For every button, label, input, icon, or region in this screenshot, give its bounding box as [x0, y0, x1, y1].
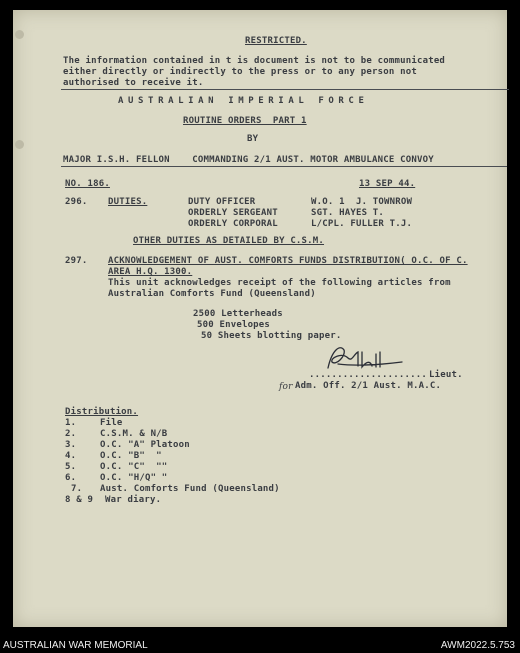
footer-institution: AUSTRALIAN WAR MEMORIAL [3, 640, 148, 651]
dist-n-3: 3. [65, 440, 77, 450]
item-297-body-1: This unit acknowledges receipt of the following articles from [108, 278, 451, 288]
orders-title: ROUTINE ORDERS PART 1 [183, 116, 307, 126]
duty-role-1: DUTY OFFICER [188, 197, 256, 207]
item-296-heading: DUTIES. [108, 197, 148, 207]
footer-reference: AWM2022.5.753 [440, 640, 515, 651]
signature-rank: Lieut. [429, 370, 463, 380]
duty-name-2: SGT. HAYES T. [311, 208, 385, 218]
by-label: BY [247, 134, 259, 144]
item-296-number: 296. [65, 197, 88, 207]
item-297-heading: ACKNOWLEDGEMENT OF AUST. COMFORTS FUNDS DISTRIBUTION( O.C. OF C. [108, 256, 468, 266]
duty-role-2: ORDERLY SERGEANT [188, 208, 278, 218]
handwritten-signature [318, 340, 408, 374]
dist-n-5: 5. [65, 462, 77, 472]
dist-to-4: O.C. "B" " [100, 451, 162, 461]
notice-line-1: The information contained in t is document is not to be communicated [63, 56, 446, 66]
item-297-body-2: Australian Comforts Fund (Queensland) [108, 289, 316, 299]
order-date: 13 SEP 44. [359, 179, 416, 189]
duty-name-3: L/CPL. FULLER T.J. [311, 219, 413, 229]
notice-line-2: either directly or indirectly to the press or to any person not [63, 67, 417, 77]
notice-line-3: authorised to receive it. [63, 78, 204, 88]
article-2: 500 Envelopes [197, 320, 271, 330]
punch-hole-top [15, 30, 24, 39]
notice-rule [61, 89, 509, 90]
distribution-heading: Distribution. [65, 407, 139, 417]
punch-hole-bottom [15, 140, 24, 149]
dist-n-2: 2. [65, 429, 77, 439]
dist-to-8: War diary. [105, 495, 162, 505]
classification-heading: RESTRICTED. [245, 36, 307, 46]
other-duties: OTHER DUTIES AS DETAILED BY C.S.M. [133, 236, 325, 246]
document-page [13, 10, 507, 627]
article-3: 50 Sheets blotting paper. [201, 331, 342, 341]
dist-to-1: File [100, 418, 123, 428]
signature-for: for [279, 382, 293, 392]
commander-line: MAJOR I.S.H. FELLON COMMANDING 2/1 AUST. MOTOR AMBULANCE CONVOY [63, 155, 434, 165]
signature-title: Adm. Off. 2/1 Aust. M.A.C. [295, 381, 442, 391]
dist-to-5: O.C. "C" "" [100, 462, 168, 472]
dist-to-2: C.S.M. & N/B [100, 429, 168, 439]
dist-to-3: O.C. "A" Platoon [100, 440, 190, 450]
signature-dots: ..................... [309, 370, 427, 380]
commander-rule [61, 166, 507, 167]
item-297-heading-2: AREA H.Q. 1300. [108, 267, 193, 277]
dist-to-6: O.C. "H/Q" " [100, 473, 168, 483]
dist-n-8: 8 & 9 [65, 495, 94, 505]
duty-role-3: ORDERLY CORPORAL [188, 219, 278, 229]
dist-n-6: 6. [65, 473, 77, 483]
dist-n-1: 1. [65, 418, 77, 428]
duty-name-1: W.O. 1 J. TOWNROW [311, 197, 413, 207]
order-number: NO. 186. [65, 179, 110, 189]
force-title: AUSTRALIAN IMPERIAL FORCE [118, 96, 369, 106]
dist-n-7: 7. [71, 484, 83, 494]
dist-n-4: 4. [65, 451, 77, 461]
dist-to-7: Aust. Comforts Fund (Queensland) [100, 484, 280, 494]
article-1: 2500 Letterheads [193, 309, 283, 319]
item-297-number: 297. [65, 256, 88, 266]
